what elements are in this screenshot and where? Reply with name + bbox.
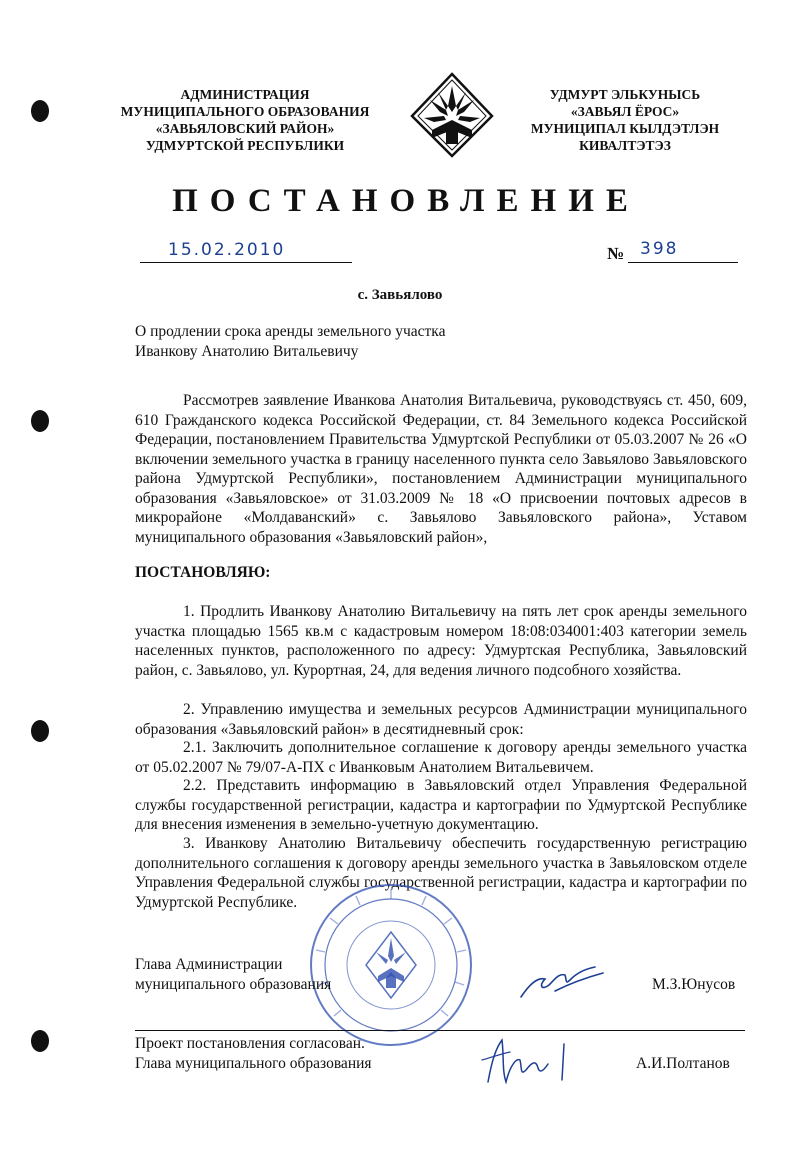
handwritten-number: 398 xyxy=(640,239,679,259)
preamble-paragraph: Рассмотрев заявление Иванкова Анатолия Витальевича, руководствуясь ст. 450, 609, 610 Гражданского кодекса Российской Федерации, ст. 84 Земельного кодекса Российской Федерации, постановлением Правительства Удмуртской Республики от 05.03.2007 № 26 «О включении земельного участка в границу населенного пункта село Завьялово Завьяловского района Удмуртской Республики», постановлением Администрации муниципального образования «Завьяловское» от 31.03.2009 № 18 «О присвоении почтовых адресов в микрорайоне «Молдаванский» с. Завьялово Завьяловского района», Уставом муниципального образования «Завьяловский район», xyxy=(135,392,747,546)
header-right xyxy=(520,86,730,154)
official-stamp xyxy=(306,880,476,1050)
header-right-line: МУНИЦИПАЛ КЫЛДЭТЛЭН xyxy=(530,121,720,136)
punch-hole xyxy=(31,410,49,432)
signatory-name: М.З.Юнусов xyxy=(652,976,736,993)
signatory-position-line: муниципального образования xyxy=(135,976,332,993)
approval-block xyxy=(135,1034,372,1074)
header-left xyxy=(110,86,380,154)
header-right-line: УДМУРТ ЭЛЬКУНЫСЬ xyxy=(549,87,701,102)
header-left-line: АДМИНИСТРАЦИЯ xyxy=(180,87,310,102)
handwritten-approval-signature xyxy=(480,1030,590,1090)
approval-name: А.И.Полтанов xyxy=(636,1055,730,1072)
number-underline xyxy=(628,262,738,263)
punch-hole xyxy=(31,720,49,742)
header-left-line: МУНИЦИПАЛЬНОГО ОБРАЗОВАНИЯ xyxy=(120,104,370,119)
subject-heading xyxy=(135,322,445,362)
item-paragraph: 2.2. Представить информацию в Завьяловский отдел Управления Федеральной службы государственной регистрации, кадастра и картографии по Удмуртской Республике для внесения изменения в земельно-учетную документацию. xyxy=(135,777,747,833)
coat-of-arms-emblem xyxy=(410,72,494,158)
document-title: ПОСТАНОВЛЕНИЕ xyxy=(172,183,640,219)
subject-line: О продлении срока аренды земельного участка xyxy=(135,323,446,340)
signatory-position-line: Глава Администрации xyxy=(135,956,283,973)
item-paragraph: 2. Управлению имущества и земельных ресурсов Администрации муниципального образования «Завьяловский район» в десятидневный срок: xyxy=(135,701,747,738)
handwritten-signature xyxy=(515,955,610,1005)
approval-line: Глава муниципального образования xyxy=(135,1055,372,1072)
header-right-line: «ЗАВЬЯЛ ЁРОС» xyxy=(570,104,680,119)
place-name: с. Завьялово xyxy=(357,287,443,303)
header-left-line: УДМУРТСКОЙ РЕСПУБЛИКИ xyxy=(145,138,345,153)
subject-line: Иванкову Анатолию Витальевичу xyxy=(135,343,359,360)
handwritten-date: 15.02.2010 xyxy=(168,240,286,260)
item-paragraph: 1. Продлить Иванкову Анатолию Витальевичу на пять лет срок аренды земельного участка площадью 1565 кв.м с кадастровым номером 18:08:034001:403 категории земель населенных пунктов, расположенного по адресу: Удмуртская Республика, Завьяловский район, с. Завьялово, ул. Курортная, 24, для ведения личного подсобного хозяйства. xyxy=(135,603,747,679)
number-label: № xyxy=(607,244,625,263)
header-left-line: «ЗАВЬЯЛОВСКИЙ РАЙОН» xyxy=(155,121,335,136)
approval-line: Проект постановления согласован. xyxy=(135,1035,365,1052)
header-right-line: КИВАЛТЭТЭЗ xyxy=(579,138,671,153)
punch-hole xyxy=(31,1030,49,1052)
separator-line xyxy=(135,1030,745,1031)
item-paragraph: 3. Иванкову Анатолию Витальевичу обеспечить государственную регистрацию дополнительного соглашения к договору аренды земельного участка в Завьяловском отделе Управления Федеральной службы государственной регистрации, кадастра и картографии по Удмуртской Республике. xyxy=(135,835,747,911)
punch-hole xyxy=(31,100,49,122)
decree-word: ПОСТАНОВЛЯЮ: xyxy=(135,564,271,581)
signatory-position xyxy=(135,955,331,995)
item-paragraph: 2.1. Заключить дополнительное соглашение к договору аренды земельного участка от 05.02.2007 № 79/07-А-ПХ с Иванковым Анатолием Витальевичем. xyxy=(135,739,747,776)
date-underline xyxy=(140,262,352,263)
